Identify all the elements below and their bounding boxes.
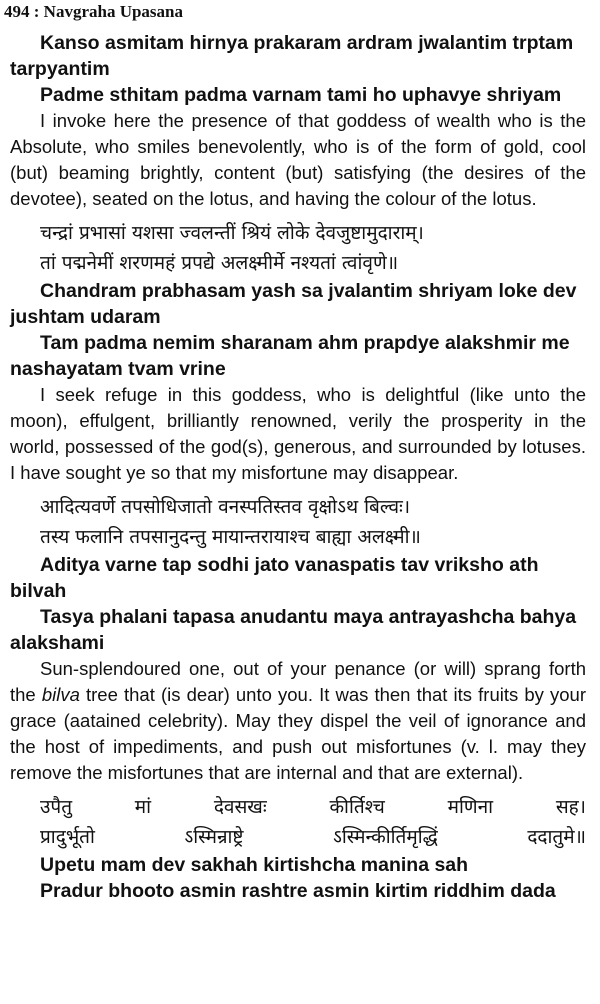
sanskrit-word: ऽस्मिन्राष्ट्रे [184, 826, 244, 848]
sanskrit-word: प्रादुर्भूतो [40, 826, 95, 848]
sanskrit-line: आदित्यवर्णे तपसोधिजातो वनस्पतिस्तव वृक्षोऽथ बिल्वः। [40, 496, 411, 518]
transliteration-line: Upetu mam dev sakhah kirtishcha manina sah [40, 854, 469, 876]
bilva-term: bilva [41, 684, 80, 705]
sanskrit-line: तां पद्मनेमीं शरणमहं प्रपद्ये अलक्ष्मीर्मे नश्यतां त्वांवृणे॥ [40, 252, 399, 274]
verse-block-3 [10, 492, 586, 786]
sanskrit-word: मां [134, 796, 152, 818]
verse-block-4 [10, 792, 586, 904]
sanskrit-word: सह। [555, 796, 586, 818]
transliteration-line: Chandram prabhasam yash sa jvalantim shriyam loke dev jushtam udaram [10, 280, 577, 328]
sanskrit-word: देवसखः [213, 796, 267, 818]
transliteration-line: Tam padma nemim sharanam ahm prapdye alakshmir me nashayatam tvam vrine [10, 332, 570, 380]
translation-text: tree that (is dear) unto you. It was then that its fruits by your grace (aatained celebrity). May they dispel the veil of ignorance and the host of impediments, and push out misfortunes (v. l. may they remove the misfortunes that are internal and that are external). [10, 684, 586, 783]
page-header: 494 : Navgraha Upasana [4, 2, 183, 21]
transliteration-line: Kanso asmitam hirnya prakaram ardram jwalantim trptam tarpyantim [10, 32, 574, 80]
transliteration-line: Pradur bhooto asmin rashtre asmin kirtim riddhim dada [40, 880, 556, 902]
sanskrit-word: ऽस्मिन्कीर्तिमृद्धिं [332, 826, 438, 848]
transliteration-line: Padme sthitam padma varnam tami ho uphavye shriyam [40, 84, 562, 106]
sanskrit-word: मणिना [447, 796, 494, 818]
sanskrit-line: चन्द्रां प्रभासां यशसा ज्वलन्तीं श्रियं लोके देवजुष्टामुदाराम्। [40, 222, 424, 244]
sanskrit-line [10, 792, 586, 822]
verse-block-1 [10, 30, 586, 212]
sanskrit-line [10, 822, 586, 852]
translation-text: Sun-splendoured one, out of your penance (or will) sprang forth the [10, 658, 586, 705]
transliteration-line: Aditya varne tap sodhi jato vanaspatis tav vriksho ath bilvah [10, 554, 539, 602]
sanskrit-word: कीर्तिश्च [329, 796, 385, 818]
translation-paragraph: I seek refuge in this goddess, who is delightful (like unto the moon), effulgent, brilliantly renowned, verily the prosperity in the world, possessed of the god(s), generous, and surrounded by lotuses. I have sought ye so that my misfortune may disappear. [10, 384, 586, 483]
transliteration-line: Tasya phalani tapasa anudantu maya antrayashcha bahya alakshami [10, 606, 577, 654]
sanskrit-word: ददातुमे॥ [527, 826, 586, 848]
sanskrit-line: तस्य फलानि तपसानुदन्तु मायान्तरायाश्च बाह्या अलक्ष्मी॥ [40, 526, 421, 548]
sanskrit-word: उपैतु [40, 796, 73, 818]
translation-paragraph: I invoke here the presence of that goddess of wealth who is the Absolute, who smiles benevolently, who is of the form of gold, cool (but) beaming brightly, content (but) satisfying (the desires of the devotee), seated on the lotus, and having the colour of the lotus. [10, 110, 586, 209]
verse-block-2 [10, 218, 586, 486]
translation-paragraph [10, 656, 586, 786]
